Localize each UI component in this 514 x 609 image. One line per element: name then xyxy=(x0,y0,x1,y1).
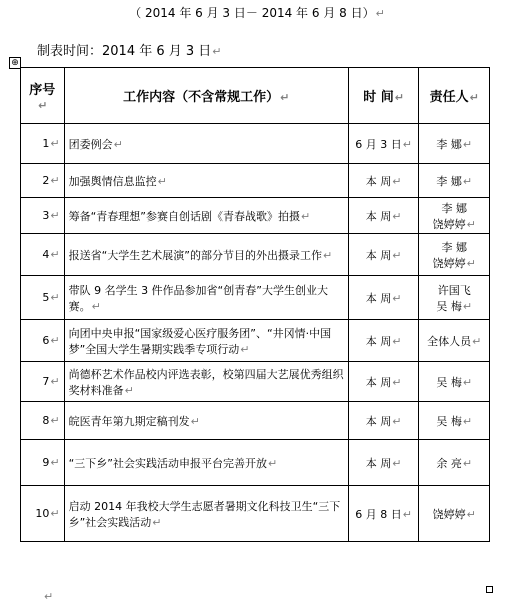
table-row xyxy=(21,440,490,486)
paragraph-mark-icon: ↵ xyxy=(392,375,402,389)
paragraph-mark-icon: ↵ xyxy=(462,299,473,313)
paragraph-mark-icon: ↵ xyxy=(472,334,482,348)
table-row xyxy=(21,124,490,164)
row-content[interactable] xyxy=(64,276,348,320)
column-header-content: 工作内容（不含常规工作）↵ xyxy=(64,68,348,124)
paragraph-mark-icon: ↵ xyxy=(466,217,476,231)
row-time[interactable] xyxy=(348,362,419,402)
table-row xyxy=(21,164,490,198)
paragraph-mark-icon: ↵ xyxy=(212,45,222,58)
paragraph-mark-icon: ↵ xyxy=(392,414,402,428)
row-owner-text: 李 娜 xyxy=(436,174,462,188)
paragraph-mark-icon: ↵ xyxy=(113,137,123,151)
paragraph-mark-icon: ↵ xyxy=(392,248,402,262)
row-number-text: 7 xyxy=(42,375,50,388)
column-header-number: 序号↵ xyxy=(21,68,65,124)
row-content[interactable] xyxy=(64,486,348,542)
row-number-text: 3 xyxy=(42,209,50,222)
paragraph-mark-icon: ↵ xyxy=(402,507,412,521)
row-time-text: 本 周 xyxy=(365,334,392,348)
paragraph-mark-icon: ↵ xyxy=(402,137,412,151)
row-content[interactable] xyxy=(64,402,348,440)
paragraph-mark-icon: ↵ xyxy=(152,515,162,529)
row-owner[interactable] xyxy=(419,198,490,234)
row-owner[interactable] xyxy=(419,486,490,542)
row-owner[interactable] xyxy=(419,362,490,402)
table-row xyxy=(21,402,490,440)
paragraph-mark-icon: ↵ xyxy=(462,375,473,389)
row-content[interactable] xyxy=(64,198,348,234)
row-content-text: 加强舆情信息监控 xyxy=(68,174,157,188)
row-number-text: 5 xyxy=(42,291,50,304)
row-number-text: 2 xyxy=(42,174,50,187)
row-time[interactable] xyxy=(348,124,419,164)
row-content-text: “三下乡”社会实践活动申报平台完善开放 xyxy=(68,456,267,470)
row-content[interactable] xyxy=(64,440,348,486)
row-owner-text: 吴 梅 xyxy=(436,299,462,313)
row-owner[interactable] xyxy=(419,124,490,164)
row-content-text: 尚德杯艺术作品校内评选表彰，校第四届大艺展优秀组织奖材料准备 xyxy=(68,367,344,397)
paragraph-mark-icon: ↵ xyxy=(50,291,60,304)
row-time[interactable] xyxy=(348,486,419,542)
row-content-text: 筹备“青春理想”参赛自创话剧《青春战歌》拍摄 xyxy=(68,209,300,223)
paragraph-mark-icon: ↵ xyxy=(462,456,473,470)
paragraph-mark-icon: ↵ xyxy=(300,209,311,223)
row-content-text: 启动 2014 年我校大学生志愿者暑期文化科技卫生“三下乡”社会实践活动 xyxy=(68,499,341,529)
paragraph-mark-icon: ↵ xyxy=(466,256,476,270)
row-owner-text: 饶婷婷 xyxy=(432,217,466,231)
table-row xyxy=(21,234,490,276)
row-number[interactable] xyxy=(21,276,65,320)
row-owner[interactable] xyxy=(419,320,490,362)
paragraph-mark-icon: ↵ xyxy=(50,414,60,427)
row-content-text: 向团中央申报“国家级爱心医疗服务团”、“井冈情·中国梦”全国大学生暑期实践季专项行动 xyxy=(68,326,332,356)
paragraph-mark-icon: ↵ xyxy=(466,507,476,521)
table-body xyxy=(21,124,490,542)
row-content[interactable] xyxy=(64,124,348,164)
row-owner-text: 李 娜 xyxy=(441,201,467,215)
row-content[interactable] xyxy=(64,164,348,198)
row-content[interactable] xyxy=(64,320,348,362)
paragraph-mark-icon: ↵ xyxy=(190,414,200,428)
paragraph-mark-icon: ↵ xyxy=(392,174,402,188)
table-move-handle-icon[interactable]: ⊕ xyxy=(9,57,21,69)
row-content-text: 皖医青年第九期定稿刊发 xyxy=(68,414,190,428)
row-number[interactable] xyxy=(21,320,65,362)
paragraph-mark-icon: ↵ xyxy=(50,375,60,388)
paragraph-mark-icon: ↵ xyxy=(50,174,60,187)
row-time-text: 本 周 xyxy=(365,174,392,188)
paragraph-mark-icon: ↵ xyxy=(240,342,250,356)
row-owner[interactable] xyxy=(419,164,490,198)
date-range-line xyxy=(0,4,514,21)
row-time-text: 本 周 xyxy=(365,248,392,262)
paragraph-mark-icon: ↵ xyxy=(392,291,402,305)
row-number[interactable] xyxy=(21,402,65,440)
column-header-owner: 责任人↵ xyxy=(419,68,490,124)
paragraph-mark-icon: ↵ xyxy=(50,456,60,469)
table-row xyxy=(21,276,490,320)
row-time-text: 本 周 xyxy=(365,375,392,389)
table-row xyxy=(21,486,490,542)
row-owner[interactable] xyxy=(419,402,490,440)
row-owner-text: 饶婷婷 xyxy=(432,507,466,521)
paragraph-mark-icon: ↵ xyxy=(50,137,60,150)
row-owner[interactable] xyxy=(419,234,490,276)
row-owner-text: 吴 梅 xyxy=(436,414,462,428)
row-time[interactable] xyxy=(348,276,419,320)
paragraph-mark-icon: ↵ xyxy=(392,334,402,348)
row-owner-text: 许国飞 xyxy=(437,283,471,297)
row-owner[interactable] xyxy=(419,276,490,320)
table-resize-handle-icon[interactable] xyxy=(486,586,493,593)
paragraph-mark-icon: ↵ xyxy=(157,174,167,188)
row-owner-text: 余 亮 xyxy=(436,456,462,470)
row-owner-text: 饶婷婷 xyxy=(432,256,466,270)
paragraph-mark-icon: ↵ xyxy=(50,248,60,261)
table-row xyxy=(21,198,490,234)
row-time[interactable] xyxy=(348,440,419,486)
row-owner-text: 吴 梅 xyxy=(436,375,462,389)
row-time[interactable] xyxy=(348,234,419,276)
table-row xyxy=(21,320,490,362)
row-time-text: 6 月 8 日 xyxy=(355,507,402,521)
paragraph-mark-icon: ↵ xyxy=(50,507,60,520)
row-number[interactable] xyxy=(21,362,65,402)
row-number[interactable] xyxy=(21,198,65,234)
row-time[interactable] xyxy=(348,320,419,362)
paragraph-mark-icon: ↵ xyxy=(50,334,60,347)
row-content-text: 团委例会 xyxy=(68,137,113,151)
paragraph-mark-icon: ↵ xyxy=(462,174,473,188)
paragraph-mark-icon: ↵ xyxy=(91,299,101,313)
paragraph-mark-icon: ↵ xyxy=(267,456,278,470)
row-time[interactable] xyxy=(348,198,419,234)
paragraph-mark-icon: ↵ xyxy=(44,590,54,603)
row-number-text: 4 xyxy=(42,248,50,261)
column-header-time: 时 间↵ xyxy=(348,68,419,124)
row-owner-text: 李 娜 xyxy=(436,137,462,151)
row-number[interactable] xyxy=(21,234,65,276)
row-content-text: 带队 9 名学生 3 件作品参加省“创青春”大学生创业大赛。 xyxy=(68,283,328,313)
paragraph-mark-icon: ↵ xyxy=(124,383,134,397)
paragraph-mark-icon: ↵ xyxy=(462,137,473,151)
paragraph-mark-icon: ↵ xyxy=(322,248,333,262)
table-row xyxy=(21,362,490,402)
row-time-text: 本 周 xyxy=(365,414,392,428)
row-content[interactable] xyxy=(64,234,348,276)
row-time-text: 6 月 3 日 xyxy=(355,137,402,151)
paragraph-mark-icon: ↵ xyxy=(375,7,385,20)
row-owner-text: 全体人员 xyxy=(427,334,472,348)
row-owner-text: 李 娜 xyxy=(441,240,467,254)
row-content-text: 报送省“大学生艺术展演”的部分节目的外出摄录工作 xyxy=(68,248,322,262)
row-number-text: 9 xyxy=(42,456,50,469)
row-number-text: 1 xyxy=(42,137,50,150)
row-number-text: 10 xyxy=(35,507,50,520)
row-time[interactable] xyxy=(348,402,419,440)
row-content[interactable] xyxy=(64,362,348,402)
table-header-row xyxy=(21,68,490,124)
row-number[interactable] xyxy=(21,164,65,198)
paragraph-mark-icon: ↵ xyxy=(392,456,402,470)
created-date-text: 制表时间：2014 年 6 月 3 日 xyxy=(37,44,212,59)
row-time-text: 本 周 xyxy=(365,209,392,223)
row-time[interactable] xyxy=(348,164,419,198)
paragraph-mark-icon: ↵ xyxy=(50,209,60,222)
paragraph-mark-icon: ↵ xyxy=(392,209,402,223)
created-date-line xyxy=(37,40,222,59)
work-schedule-table xyxy=(20,67,490,542)
row-number-text: 6 xyxy=(42,334,50,347)
paragraph-mark-icon: ↵ xyxy=(462,414,473,428)
row-number-text: 8 xyxy=(42,414,50,427)
row-time-text: 本 周 xyxy=(365,456,392,470)
row-number[interactable] xyxy=(21,486,65,542)
row-number[interactable] xyxy=(21,440,65,486)
row-number[interactable] xyxy=(21,124,65,164)
date-range-text: （ 2014 年 6 月 3 日－ 2014 年 6 月 8 日） xyxy=(129,6,375,20)
row-time-text: 本 周 xyxy=(365,291,392,305)
row-owner[interactable] xyxy=(419,440,490,486)
